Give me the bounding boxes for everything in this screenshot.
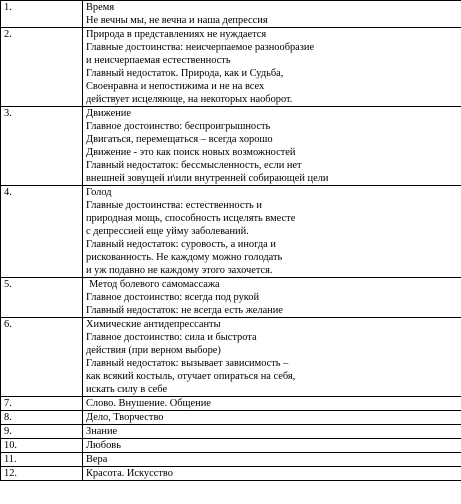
row-number: 3. (1, 107, 83, 186)
table-row (1, 1, 461, 28)
row-content (83, 411, 461, 425)
table-row (1, 439, 461, 453)
row-number: 11. (1, 453, 83, 467)
row-content (83, 467, 461, 481)
row-title: Красота. Искусство (86, 468, 173, 479)
table-row (1, 28, 461, 107)
row-title: Знание (86, 426, 118, 437)
row-title: Время (86, 2, 115, 13)
row-text-line: Главные достоинства: естественность и (86, 200, 262, 211)
row-title: Метод болевого самомассажа (89, 279, 220, 290)
table-row (1, 278, 461, 318)
row-content (83, 186, 461, 278)
row-number: 5. (1, 278, 83, 318)
row-text-line: как всякий костыль, отучает опираться на себя, (86, 371, 296, 382)
row-number: 1. (1, 1, 83, 28)
table-row (1, 318, 461, 397)
row-number: 8. (1, 411, 83, 425)
row-content (83, 107, 461, 186)
row-text-line: и уж подавно не каждому этого захочется. (86, 265, 273, 276)
row-content (83, 28, 461, 107)
row-text-line: природная мощь, способность исцелять вместе (86, 213, 296, 224)
row-text-line: Главные достоинства: неисчерпаемое разнообразие (86, 42, 315, 53)
row-text-line: Главный недостаток. Природа, как и Судьба, (86, 68, 284, 79)
table-row (1, 453, 461, 467)
row-title: Дело, Творчество (86, 412, 164, 423)
row-text-line: Главный недостаток: суровость, а иногда и (86, 239, 276, 250)
row-text-line: действует исцеляюще, на некоторых наоборот. (86, 94, 293, 105)
row-text-line: рискованность. Не каждому можно голодать (86, 252, 283, 263)
table-row (1, 186, 461, 278)
row-number: 10. (1, 439, 83, 453)
table-row (1, 425, 461, 439)
row-title: Природа в представлениях не нуждается (86, 29, 267, 40)
row-text-line: Главное достоинство: сила и быстрота (86, 332, 257, 343)
row-title: Голод (86, 187, 112, 198)
table-row (1, 397, 461, 411)
row-title: Химические антидепрессанты (86, 319, 221, 330)
row-number: 7. (1, 397, 83, 411)
row-content (83, 397, 461, 411)
row-text-line: Своенравна и непостижима и не на всех (86, 81, 265, 92)
row-number: 9. (1, 425, 83, 439)
row-number: 2. (1, 28, 83, 107)
row-number: 4. (1, 186, 83, 278)
row-content (83, 425, 461, 439)
row-text-line: Главный недостаток: бессмысленность, если нет (86, 160, 302, 171)
row-text-line: с депрессией еще уйму заболеваний. (86, 226, 249, 237)
table-row (1, 107, 461, 186)
row-text-line: внешней зовущей и\или внутренней собирающей цели (86, 173, 329, 184)
row-text-line: Не вечны мы, не вечна и наша депрессия (86, 15, 268, 26)
row-title: Любовь (86, 440, 121, 451)
table-body (1, 1, 461, 481)
row-text-line: Двигаться, перемещаться – всегда хорошо (86, 134, 273, 145)
row-text-line: Главное достоинство: беспроигрышность (86, 121, 271, 132)
row-content (83, 439, 461, 453)
row-content (83, 278, 461, 318)
row-text-line: Главный недостаток: вызывает зависимость – (86, 358, 289, 369)
row-number: 6. (1, 318, 83, 397)
row-content (83, 453, 461, 467)
table-row (1, 411, 461, 425)
row-title: Вера (86, 454, 108, 465)
row-text-line: действия (при верном выборе) (86, 345, 221, 356)
row-title: Слово. Внушение. Общение (86, 398, 211, 409)
row-content (83, 318, 461, 397)
row-content (83, 1, 461, 28)
row-text-line: Главное достоинство: всегда под рукой (86, 292, 260, 303)
row-number: 12. (1, 467, 83, 481)
row-text-line: Главный недостаток: не всегда есть желание (86, 305, 283, 316)
table-row (1, 467, 461, 481)
row-text-line: Движение - это как поиск новых возможностей (86, 147, 296, 158)
row-text-line: и неисчерпаемая естественность (86, 55, 231, 66)
row-title: Движение (86, 108, 131, 119)
row-text-line: искать силу в себе (86, 384, 168, 395)
